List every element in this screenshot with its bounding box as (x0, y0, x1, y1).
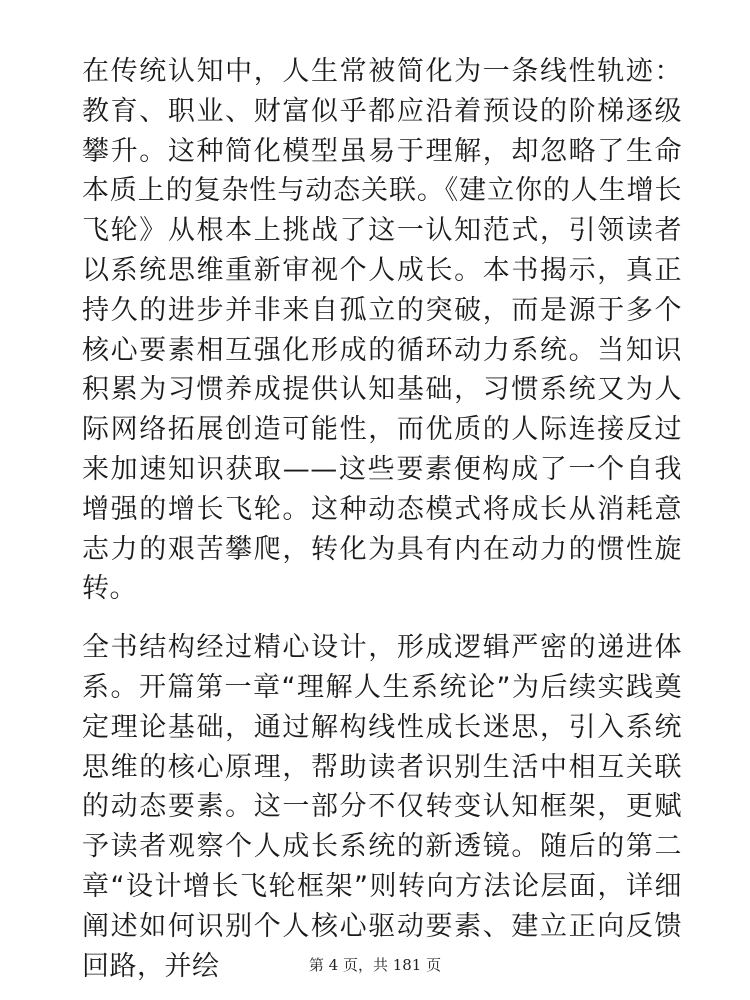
body-text (82, 52, 682, 986)
page-number-footer: 第 4 页，共 181 页 (308, 956, 442, 974)
paragraph-2: 全书结构经过精心设计，形成逻辑严密的递进体系。开篇第一章“理解人生系统论”为后续实践奠定理论基础，通过解构线性成长迷思，引入系统思维的核心原理，帮助读者识别生活中相互关联的动态要素。这一部分不仅转变认知框架，更赋予读者观察个人成长系统的新透镜。随后的第二章“设计增长飞轮框架”则转向方法论层面，详细阐述如何识别个人核心驱动要素、建立正向反馈回路，并绘 (82, 632, 682, 982)
paragraph-1: 在传统认知中，人生常被简化为一条线性轨迹：教育、职业、财富似乎都应沿着预设的阶梯逐级攀升。这种简化模型虽易于理解，却忽略了生命本质上的复杂性与动态关联。《建立你的人生增长飞轮》从根本上挑战了这一认知范式，引领读者以系统思维重新审视个人成长。本书揭示，真正持久的进步并非来自孤立的突破，而是源于多个核心要素相互强化形成的循环动力系统。当知识积累为习惯养成提供认知基础，习惯系统又为人际网络拓展创造可能性，而优质的人际连接反过来加速知识获取——这些要素便构成了一个自我增强的增长飞轮。这种动态模式将成长从消耗意志力的艰苦攀爬，转化为具有内在动力的惯性旋转。 (82, 56, 682, 605)
